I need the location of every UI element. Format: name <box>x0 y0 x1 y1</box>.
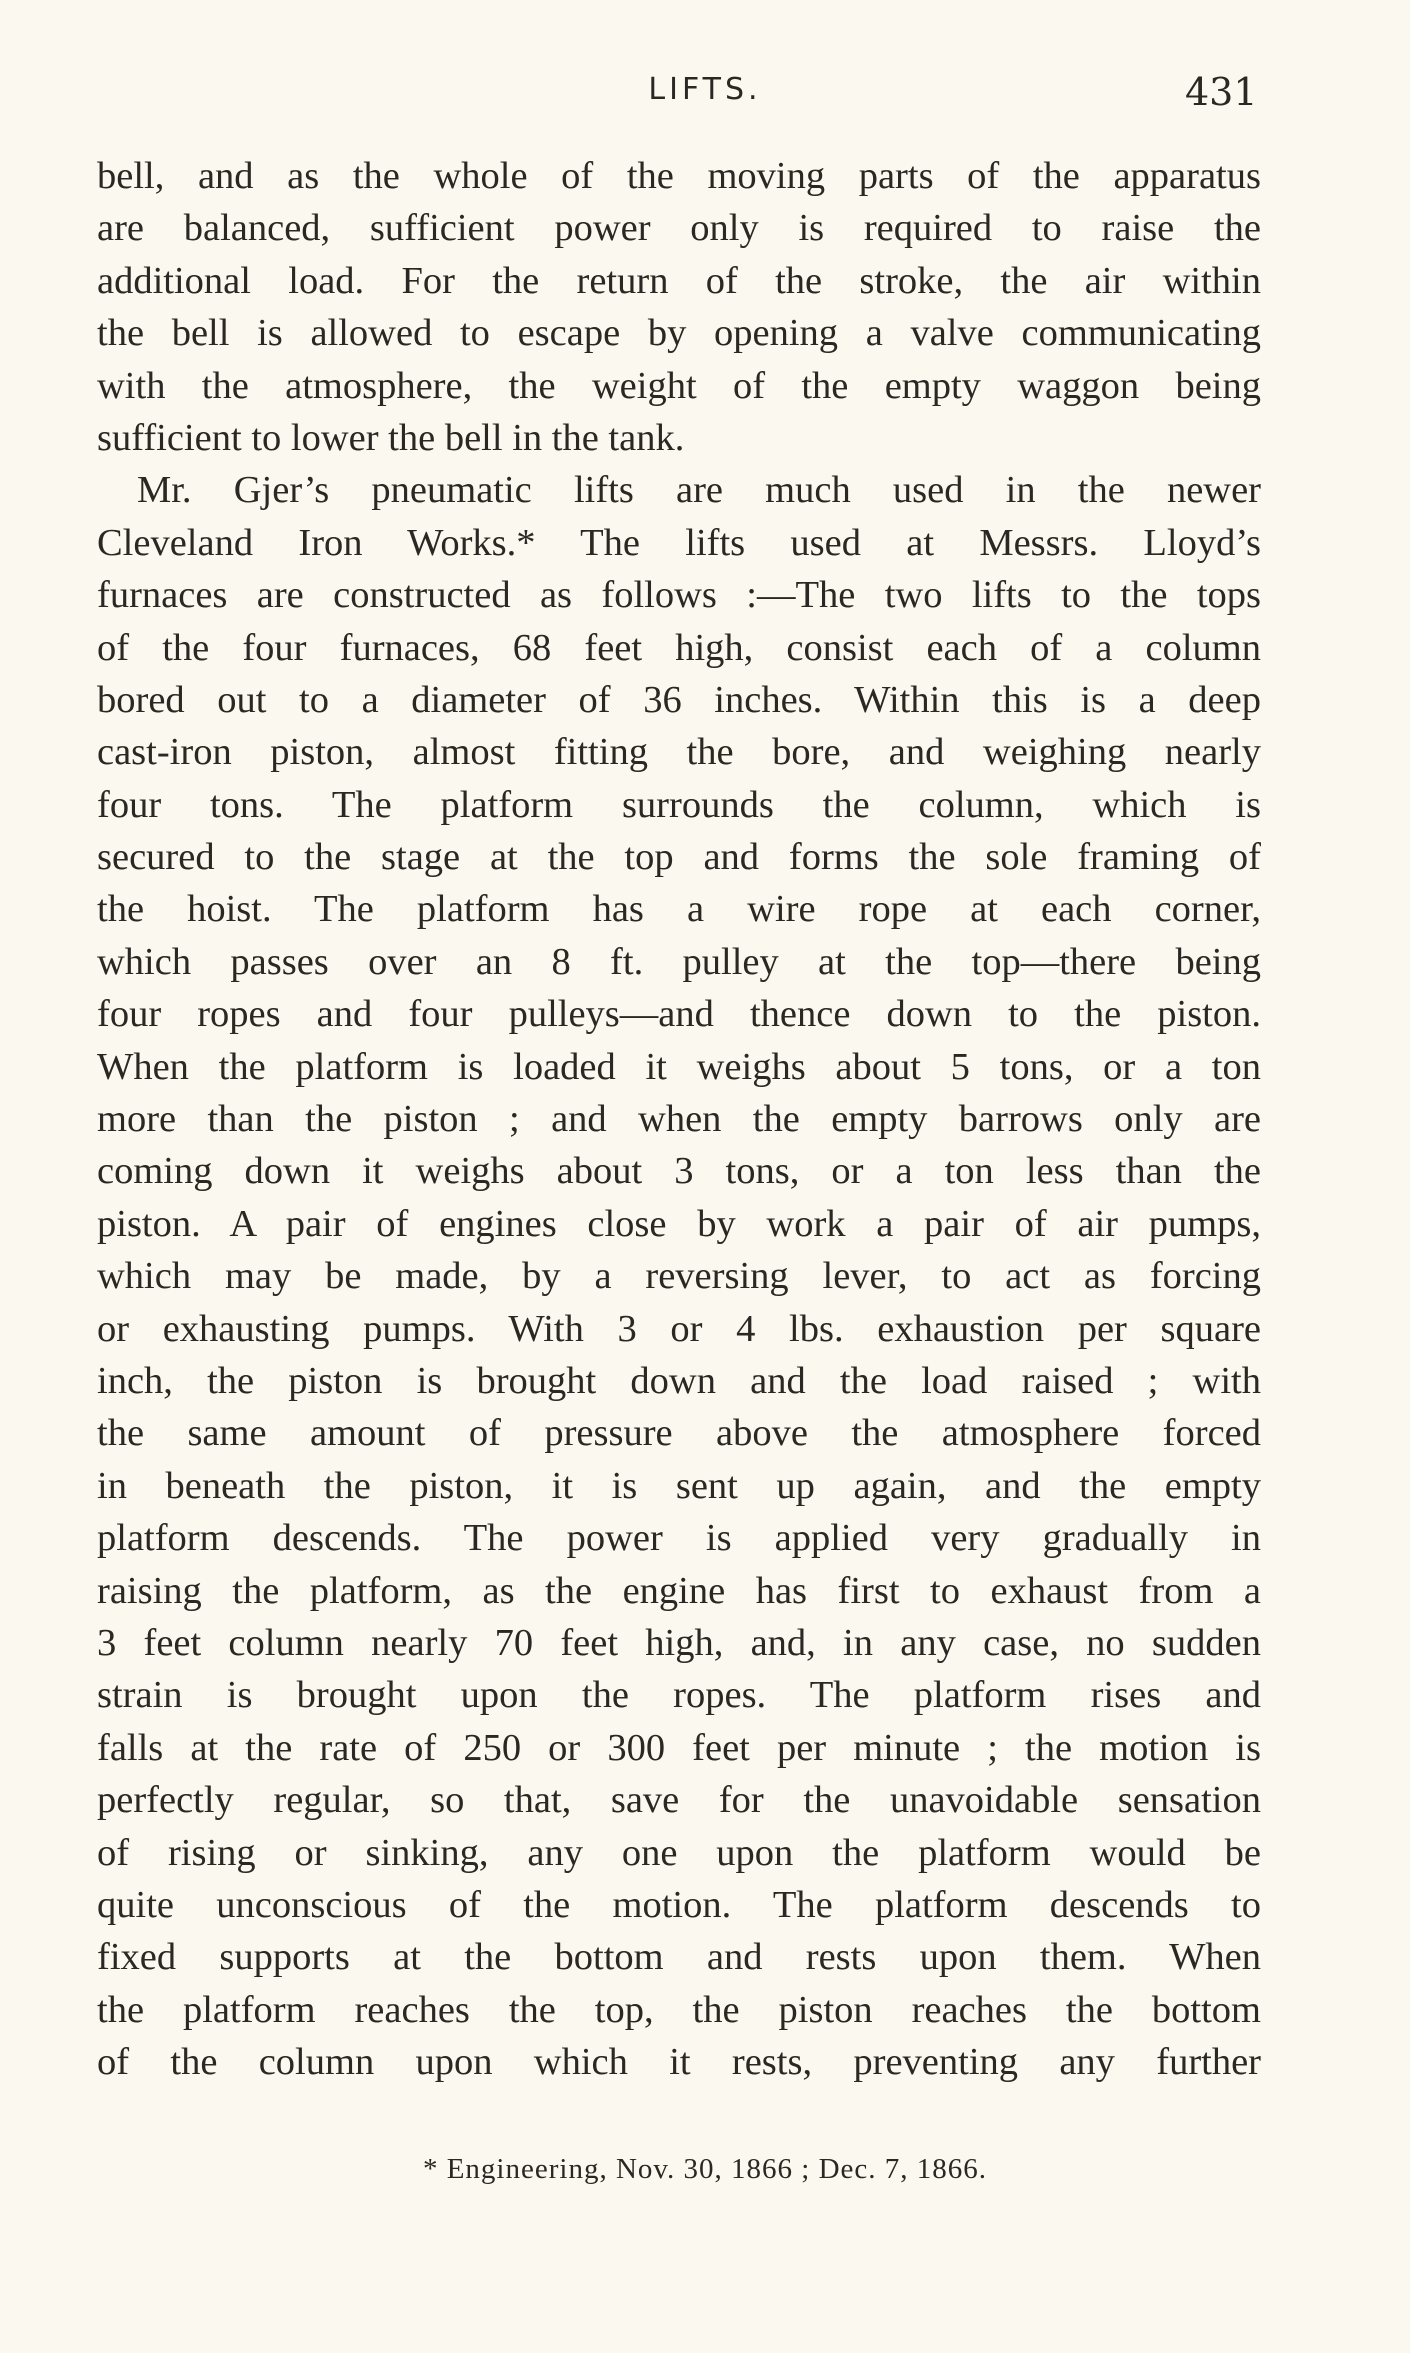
page-number: 431 <box>1185 70 1258 114</box>
text-line: are balanced, sufficient power only is required to raise the <box>97 207 1261 250</box>
text-line: four tons. The platform surrounds the column, which is <box>97 783 1261 826</box>
text-line: of rising or sinking, any one upon the platform would be <box>97 1831 1261 1874</box>
text-line: the hoist. The platform has a wire rope at each corner, <box>97 888 1261 931</box>
text-line: platform descends. The power is applied very gradually in <box>97 1517 1261 1560</box>
text-line: the bell is allowed to escape by opening a valve communicating <box>97 312 1261 355</box>
text-line: the same amount of pressure above the atmosphere forced <box>97 1412 1261 1455</box>
page-header <box>0 62 1410 122</box>
text-line: with the atmosphere, the weight of the empty waggon being <box>97 364 1261 407</box>
text-line: quite unconscious of the motion. The platform descends to <box>97 1883 1261 1926</box>
text-line: inch, the piston is brought down and the load raised ; with <box>97 1359 1261 1402</box>
text-line: perfectly regular, so that, save for the unavoidable sensation <box>97 1779 1261 1822</box>
text-line: four ropes and four pulleys—and thence down to the piston. <box>97 993 1261 1036</box>
text-line: sufficient to lower the bell in the tank. <box>97 416 685 459</box>
text-line: Cleveland Iron Works.* The lifts used at Messrs. Lloyd’s <box>97 521 1261 564</box>
text-line: which passes over an 8 ft. pulley at the top—there being <box>97 940 1261 983</box>
text-line: bored out to a diameter of 36 inches. Within this is a deep <box>97 678 1261 721</box>
running-head: LIFTS. <box>648 72 762 107</box>
footnote: * Engineering, Nov. 30, 1866 ; Dec. 7, 1866. <box>422 2153 988 2185</box>
text-line: additional load. For the return of the stroke, the air within <box>97 259 1261 302</box>
text-line: of the column upon which it rests, preventing any further <box>97 2041 1261 2084</box>
text-line: the platform reaches the top, the piston reaches the bottom <box>97 1988 1261 2031</box>
text-line: more than the piston ; and when the empty barrows only are <box>97 1098 1261 1141</box>
body-text <box>97 150 1261 2088</box>
text-line: raising the platform, as the engine has first to exhaust from a <box>97 1569 1261 1612</box>
text-line: fixed supports at the bottom and rests upon them. When <box>97 1936 1261 1979</box>
text-line: which may be made, by a reversing lever, to act as forcing <box>97 1255 1261 1298</box>
text-line: When the platform is loaded it weighs about 5 tons, or a ton <box>97 1045 1261 1088</box>
text-line: bell, and as the whole of the moving parts of the apparatus <box>97 155 1261 197</box>
text-line: cast-iron piston, almost fitting the bore, and weighing nearly <box>97 731 1261 774</box>
text-line: secured to the stage at the top and forms the sole framing of <box>97 836 1261 879</box>
text-line: coming down it weighs about 3 tons, or a ton less than the <box>97 1150 1261 1193</box>
text-line: 3 feet column nearly 70 feet high, and, in any case, no sudden <box>97 1621 1261 1664</box>
text-line: of the four furnaces, 68 feet high, consist each of a column <box>97 626 1261 669</box>
text-line: Mr. Gjer’s pneumatic lifts are much used in the newer <box>137 469 1261 512</box>
text-line: or exhausting pumps. With 3 or 4 lbs. exhaustion per square <box>97 1307 1261 1350</box>
text-line: strain is brought upon the ropes. The platform rises and <box>97 1674 1261 1717</box>
text-line: furnaces are constructed as follows :—The two lifts to the tops <box>97 574 1261 617</box>
text-line: in beneath the piston, it is sent up again, and the empty <box>97 1464 1261 1507</box>
text-line: falls at the rate of 250 or 300 feet per minute ; the motion is <box>97 1726 1261 1769</box>
text-line: piston. A pair of engines close by work a pair of air pumps, <box>97 1202 1261 1245</box>
